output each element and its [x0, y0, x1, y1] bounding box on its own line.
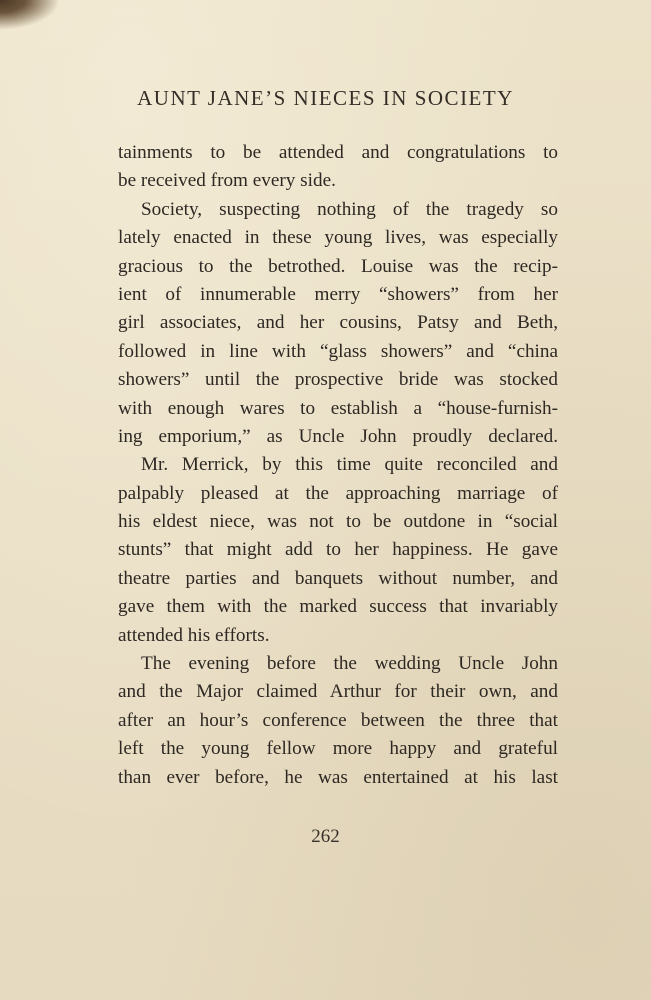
text-line: followed in line with “glass showers” and “china: [118, 340, 558, 362]
text-line: than ever before, he was entertained at his last: [118, 766, 558, 788]
text-line: gracious to the betrothed. Louise was the recip-: [118, 255, 558, 277]
text-line: and the Major claimed Arthur for their own, and: [118, 681, 558, 703]
text-line: palpably pleased at the approaching marriage of: [118, 482, 558, 504]
text-line: with enough wares to establish a “house-furnish-: [118, 397, 558, 419]
text-line: showers” until the prospective bride was stocked: [118, 369, 558, 391]
text-line: lately enacted in these young lives, was especially: [118, 227, 558, 249]
text-line: stunts” that might add to her happiness. He gave: [118, 539, 558, 561]
text-line: gave them with the marked success that invariably: [118, 596, 558, 618]
text-line: girl associates, and her cousins, Patsy and Beth,: [118, 312, 558, 334]
body-text: [118, 139, 558, 792]
text-line: ient of innumerable merry “showers” from her: [118, 283, 558, 305]
text-line: Mr. Merrick, by this time quite reconciled and: [141, 454, 558, 476]
text-line: his eldest niece, was not to be outdone in “social: [118, 511, 558, 533]
text-line: Society, suspecting nothing of the tragedy so: [141, 198, 558, 220]
text-line: attended his efforts.: [118, 624, 270, 646]
text-line: left the young fellow more happy and grateful: [118, 738, 558, 760]
running-header: AUNT JANE’S NIECES IN SOCIETY: [137, 86, 514, 110]
text-line: ing emporium,” as Uncle John proudly declared.: [118, 425, 558, 447]
text-line: The evening before the wedding Uncle John: [141, 653, 558, 675]
page-corner-stain: [0, 0, 60, 30]
text-line: theatre parties and banquets without number, and: [118, 567, 558, 589]
text-line: be received from every side.: [118, 170, 336, 192]
page-number: 262: [311, 826, 340, 847]
text-line: after an hour’s conference between the three that: [118, 709, 558, 731]
text-line: tainments to be attended and congratulations to: [118, 142, 558, 163]
